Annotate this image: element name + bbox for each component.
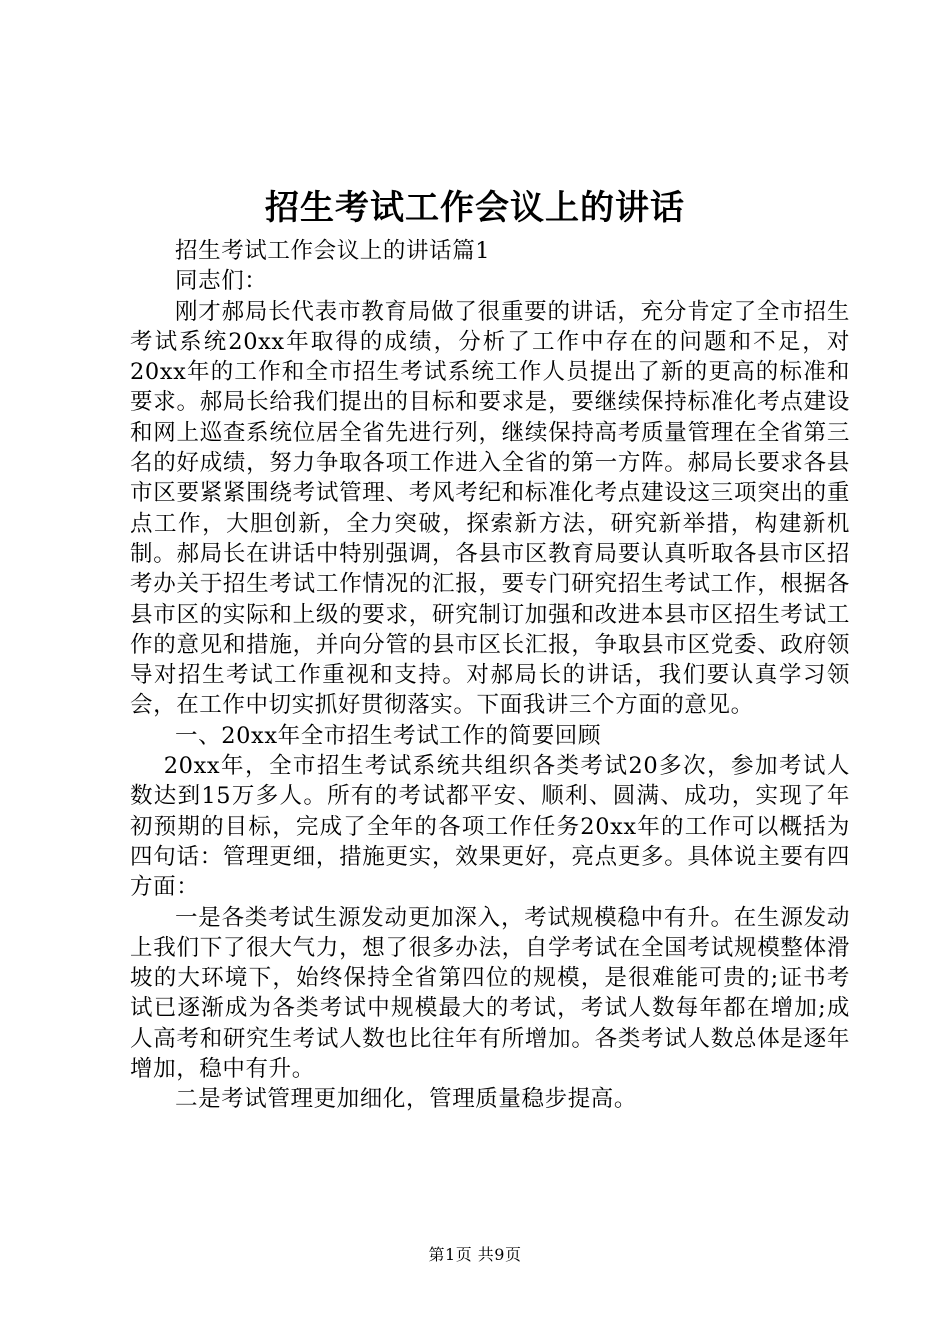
document-body bbox=[130, 236, 850, 1115]
section-heading: 一、20xx年全市招生考试工作的简要回顾 bbox=[175, 722, 602, 749]
body-paragraph: 二是考试管理更加细化，管理质量稳步提高。 bbox=[175, 1086, 638, 1113]
body-paragraph: 20xx年，全市招生考试系统共组织各类考试20多次，参加考试人数达到15万多人。所有的考试都平安、顺利、圆满、成功，实现了年初预期的目标，完成了全年的各项工作任务20xx年的工作可以概括为四句话：管理更细，措施更实，效果更好，亮点更多。具体说主要有四方面： bbox=[130, 753, 850, 901]
document-title: 招生考试工作会议上的讲话 bbox=[265, 188, 685, 228]
page-number: 第1页 共9页 bbox=[428, 1245, 522, 1264]
salutation: 同志们： bbox=[175, 268, 268, 295]
body-paragraph: 刚才郝局长代表市教育局做了很重要的讲话，充分肯定了全市招生考试系统20xx年取得的成绩，分析了工作中存在的问题和不足，对20xx年的工作和全市招生考试系统工作人员提出了新的更高的标准和要求。郝局长给我们提出的目标和要求是，要继续保持标准化考点建设和网上巡查系统位居全省先进行列，继续保持高考质量管理在全省第三名的好成绩，努力争取各项工作进入全省的第一方阵。郝局长要求各县市区要紧紧围绕考试管理、考风考纪和标准化考点建设这三项突出的重点工作，大胆创新，全力突破，探索新方法，研究新举措，构建新机制。郝局长在讲话中特别强调，各县市区教育局要认真听取各县市区招考办关于招生考试工作情况的汇报，要专门研究招生考试工作，根据各县市区的实际和上级的要求，研究制订加强和改进本县市区招生考试工作的意见和措施，并向分管的县市区长汇报，争取县市区党委、政府领导对招生考试工作重视和支持。对郝局长的讲话，我们要认真学习领会，在工作中切实抓好贯彻落实。下面我讲三个方面的意见。 bbox=[130, 298, 850, 719]
section-heading: 招生考试工作会议上的讲话篇1 bbox=[175, 238, 491, 264]
body-paragraph: 一是各类考试生源发动更加深入，考试规模稳中有升。在生源发动上我们下了很大气力，想了很多办法，自学考试在全国考试规模整体滑坡的大环境下，始终保持全省第四位的规模，是很难能可贵的;证书考试已逐渐成为各类考试中规模最大的考试，考试人数每年都在增加;成人高考和研究生考试人数也比往年有所增加。各类考试人数总体是逐年增加，稳中有升。 bbox=[130, 904, 850, 1083]
